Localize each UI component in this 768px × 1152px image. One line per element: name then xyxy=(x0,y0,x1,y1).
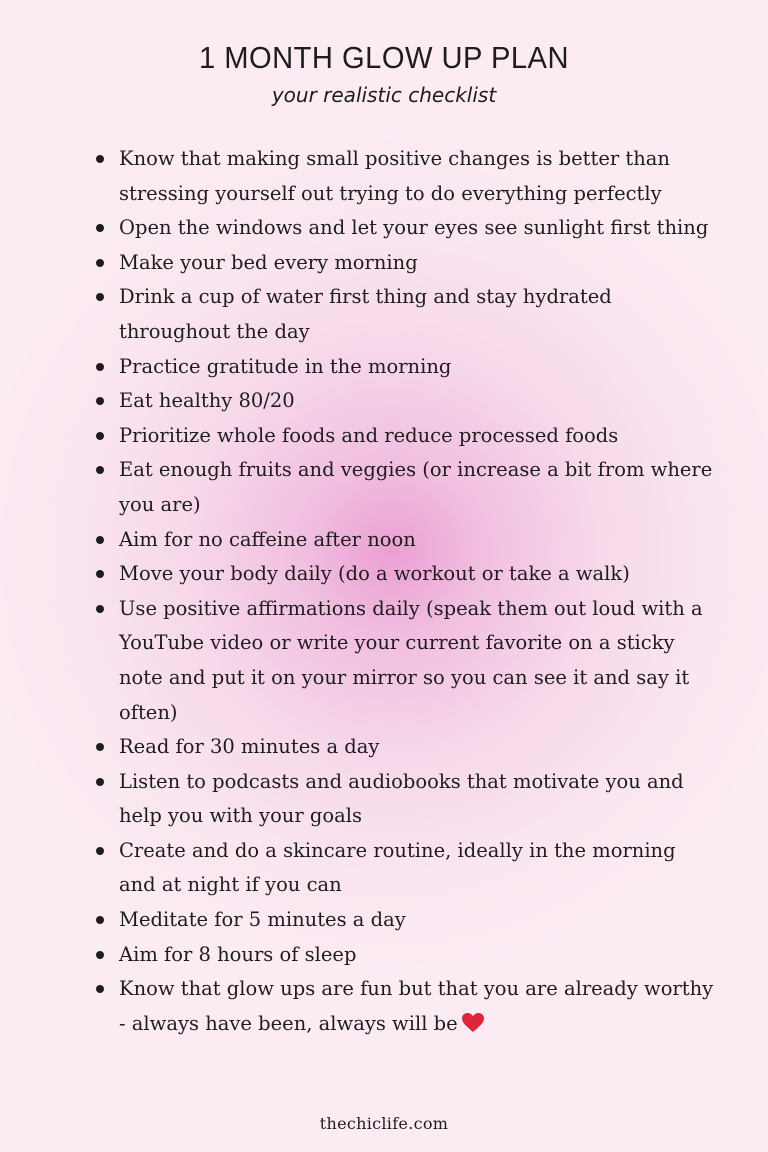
page-subtitle: your realistic checklist xyxy=(271,83,497,107)
list-item-text: Move your body daily (do a workout or take a walk) xyxy=(119,562,630,586)
list-item xyxy=(96,557,716,592)
glow-up-checklist xyxy=(96,142,716,1044)
list-item-text: Know that making small positive changes is better than stressing yourself out trying to do everything perfectly xyxy=(119,147,670,205)
list-item xyxy=(96,453,716,522)
list-item xyxy=(96,142,716,211)
heart-icon xyxy=(461,1010,485,1045)
list-item-text: Aim for 8 hours of sleep xyxy=(119,942,357,966)
list-item xyxy=(96,211,716,246)
list-item xyxy=(96,592,716,730)
list-item xyxy=(96,730,716,765)
list-item xyxy=(96,972,716,1044)
list-item-text: Prioritize whole foods and reduce processed foods xyxy=(119,423,619,447)
list-item-text: Know that glow ups are fun but that you are already worthy - always have been, always will be xyxy=(119,977,714,1035)
list-item-text: Meditate for 5 minutes a day xyxy=(119,908,406,932)
list-item xyxy=(96,246,716,281)
list-item xyxy=(96,903,716,938)
list-item-text: Aim for no caffeine after noon xyxy=(119,527,416,551)
list-item-text: Open the windows and let your eyes see sunlight first thing xyxy=(119,216,709,240)
list-item-text: Practice gratitude in the morning xyxy=(119,354,452,378)
list-item-text: Create and do a skincare routine, ideally in the morning and at night if you can xyxy=(119,838,676,897)
list-item-text: Eat healthy 80/20 xyxy=(119,389,295,413)
list-item xyxy=(96,350,716,385)
list-item-text: Eat enough fruits and veggies (or increase a bit from where you are) xyxy=(119,458,713,516)
list-item-text: Use positive affirmations daily (speak them out loud with a YouTube video or write your current favorite on a sticky note and put it on your mirror so you can see it and say it often) xyxy=(119,596,703,724)
list-item xyxy=(96,280,716,349)
list-item xyxy=(96,384,716,419)
page-title: 1 MONTH GLOW UP PLAN xyxy=(199,40,569,75)
list-item xyxy=(96,419,716,454)
list-item xyxy=(96,834,716,903)
list-item xyxy=(96,523,716,558)
list-item-text: Read for 30 minutes a day xyxy=(119,735,380,759)
list-item xyxy=(96,765,716,834)
list-item-text: Make your bed every morning xyxy=(119,250,418,274)
list-item-text: Drink a cup of water first thing and stay hydrated throughout the day xyxy=(119,285,612,343)
list-item xyxy=(96,938,716,973)
list-item-text: Listen to podcasts and audiobooks that motivate you and help you with your goals xyxy=(119,769,684,828)
site-credit: thechiclife.com xyxy=(319,1114,449,1133)
